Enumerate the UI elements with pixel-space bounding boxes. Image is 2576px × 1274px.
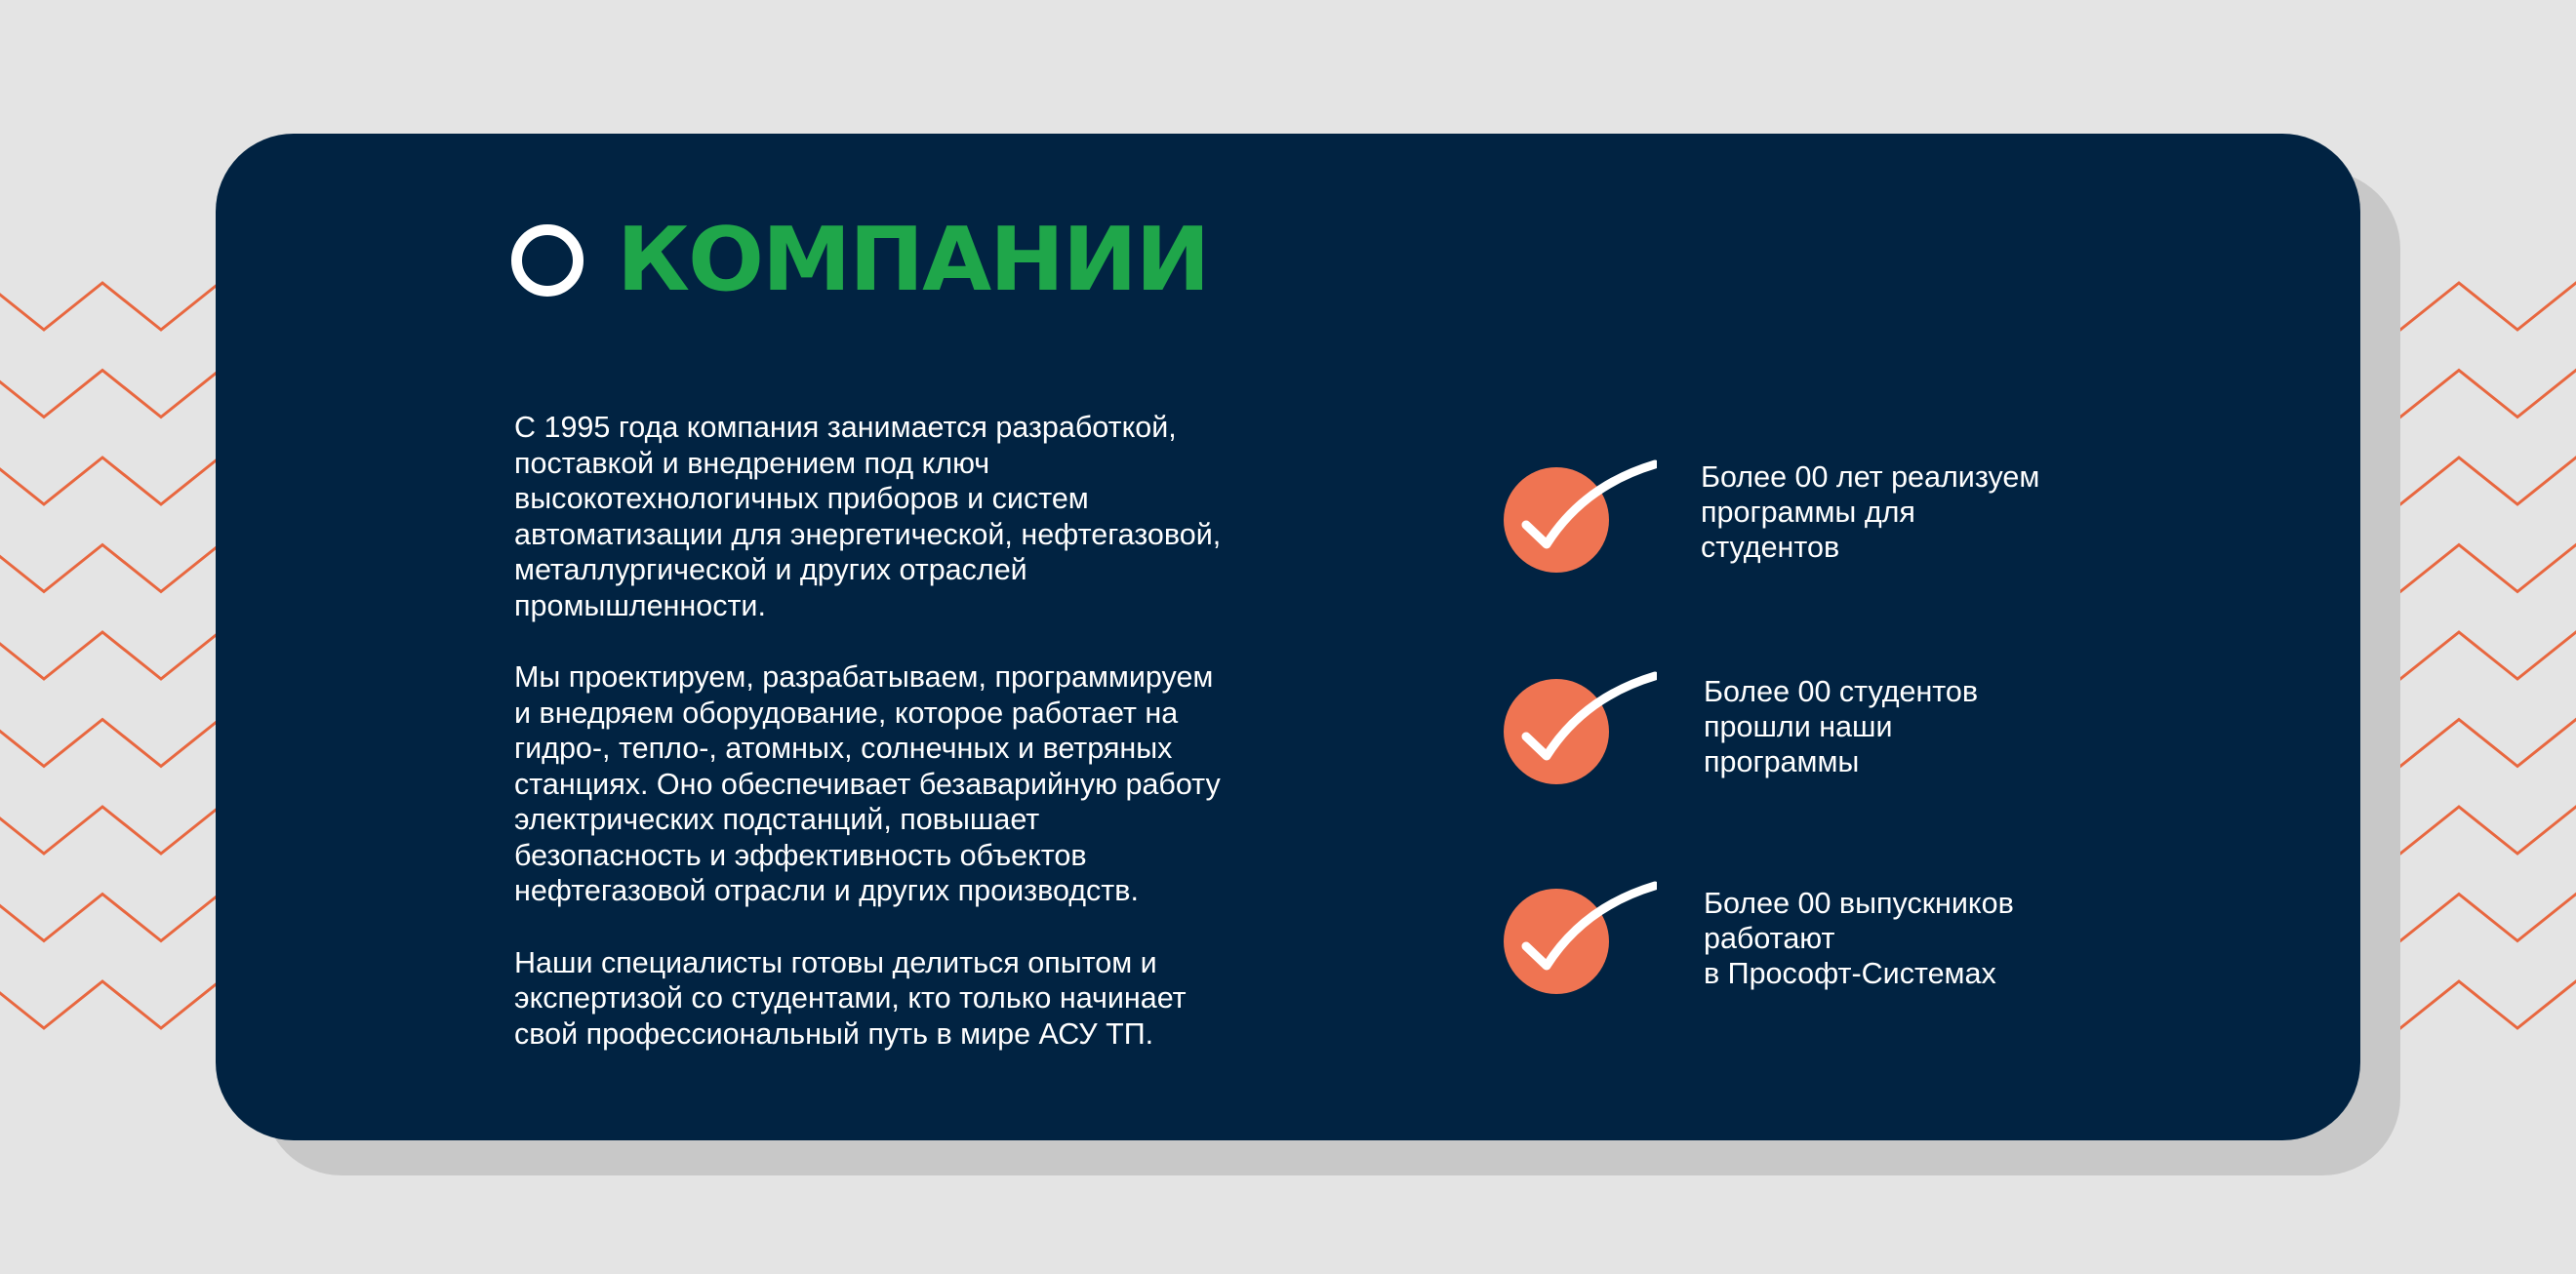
- fact-line: студентов: [1701, 531, 1840, 564]
- fact-2-text: [1704, 674, 2113, 779]
- paragraph-line: и внедряем оборудование, которое работает на: [514, 696, 1179, 730]
- title-letter-o: [511, 224, 584, 297]
- paragraph-line: промышленности.: [514, 588, 766, 622]
- fact-line: Более 00 студентов: [1704, 675, 1979, 708]
- paragraph-line: экспертизой со студентами, кто только начинает: [514, 981, 1187, 1015]
- paragraph-2: [514, 659, 1314, 909]
- paragraph-line: нефтегазовой отрасли и других производств.: [514, 874, 1139, 907]
- fact-3-text: [1704, 886, 2113, 991]
- paragraph-line: Мы проектируем, разрабатываем, программируем: [514, 660, 1214, 694]
- fact-line: работают: [1704, 922, 1835, 955]
- fact-line: программы для: [1701, 496, 1915, 529]
- paragraph-1: [514, 410, 1314, 623]
- paragraph-line: свой профессиональный путь в мире АСУ ТП.: [514, 1016, 1154, 1051]
- paragraph-line: гидро-, тепло-, атомных, солнечных и ветряных: [514, 732, 1173, 765]
- section-title: [511, 209, 1209, 311]
- fact-line: прошли наши: [1704, 710, 1893, 743]
- paragraph-line: автоматизации для энергетической, нефтегазовой,: [514, 517, 1222, 551]
- paragraph-line: поставкой и внедрением под ключ: [514, 446, 990, 480]
- fact-line: Более 00 лет реализуем: [1701, 460, 2040, 494]
- paragraph-3: [514, 945, 1314, 1053]
- about-text: [514, 410, 1314, 1088]
- paragraph-line: станциях. Оно обеспечивает безаварийную работу: [514, 767, 1221, 801]
- check-icon: [1501, 668, 1657, 785]
- fact-line: в Прософт-Системах: [1704, 957, 1996, 990]
- paragraph-line: С 1995 года компания занимается разработкой,: [514, 411, 1177, 444]
- paragraph-line: металлургической и других отраслей: [514, 553, 1027, 586]
- paragraph-line: электрических подстанций, повышает: [514, 803, 1040, 836]
- check-icon: [1501, 457, 1657, 574]
- paragraph-line: Наши специалисты готовы делиться опытом и: [514, 945, 1157, 979]
- fact-line: Более 00 выпускников: [1704, 887, 2014, 920]
- fact-1-text: [1701, 459, 2111, 565]
- paragraph-line: безопасность и эффективность объектов: [514, 838, 1087, 872]
- fact-line: программы: [1704, 745, 1860, 778]
- paragraph-line: высокотехнологичных приборов и систем: [514, 482, 1089, 515]
- check-icon: [1501, 878, 1657, 995]
- title-word: КОМПАНИИ: [617, 209, 1209, 311]
